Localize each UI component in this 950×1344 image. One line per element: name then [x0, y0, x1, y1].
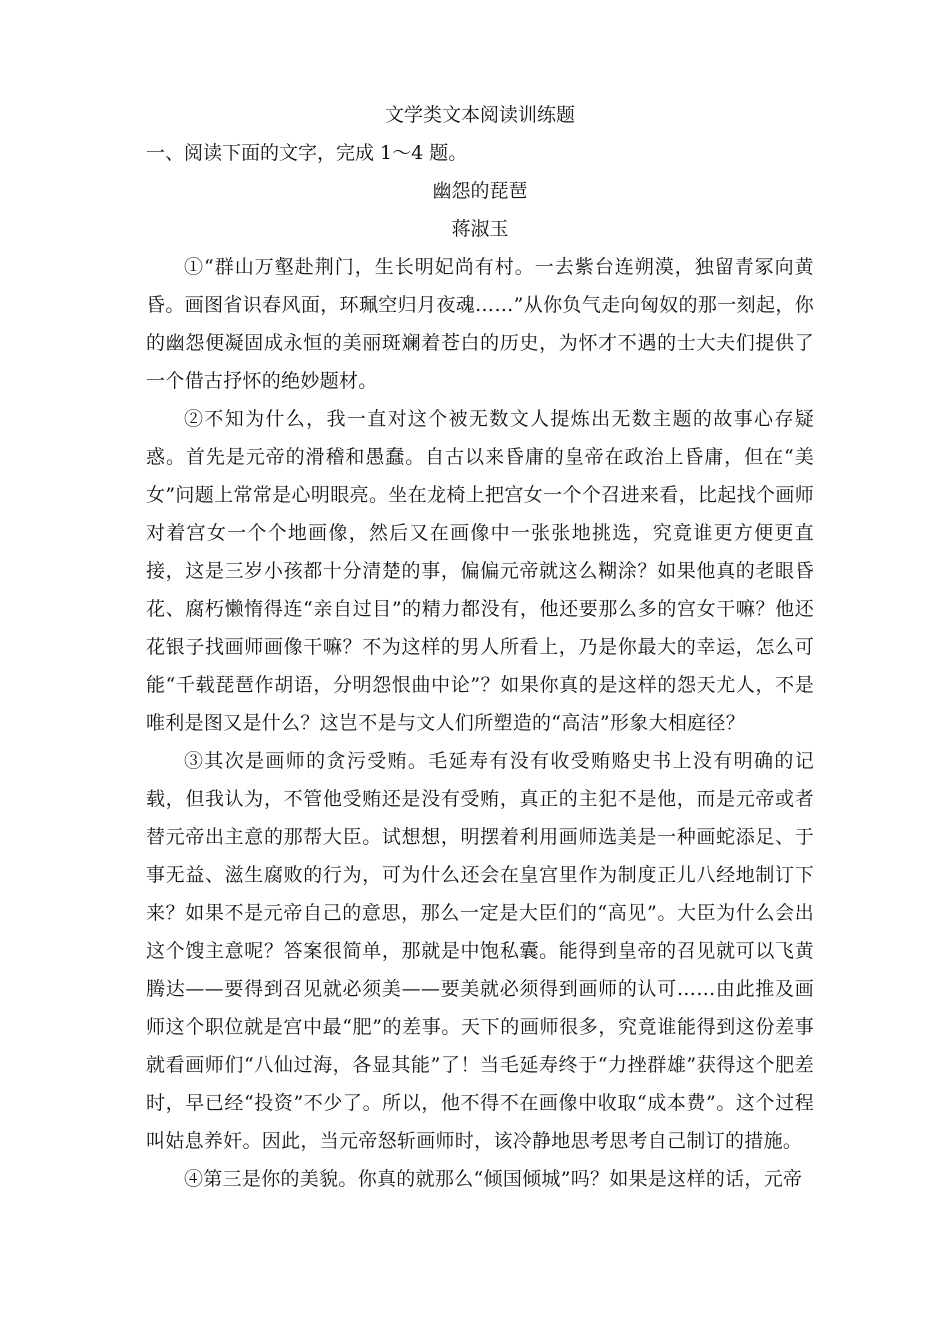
reading-instruction: 一、阅读下面的文字，完成 1～4 题。 — [146, 142, 468, 164]
document-title: 文学类文本阅读训练题 — [384, 104, 575, 126]
paragraph-3: ③其次是画师的贪污受贿。毛延寿有没有收受贿赂史书上没有明确的记载，但我认为，不管他受贿还是没有受贿，真正的主犯不是他，而是元帝或者替元帝出主意的那帮大臣。试想想，明摆着利用画师选美是一种画蛇添足、于事无益、滋生腐败的行为，可为什么还会在皇宫里作为制度正儿八经地制订下来？如果不是元帝自己的意思，那么一定是大臣们的“高见”。大臣为什么会出这个馊主意呢？答案很简单，那就是中饱私囊。能得到皇帝的召见就可以飞黄腾达——要得到召见就必须美——要美就必须得到画师的认可……由此推及画师这个职位就是宫中最“肥”的差事。天下的画师很多，究竟谁能得到这份差事就看画师们“八仙过海，各显其能”了！当毛延寿终于“力挫群雄”获得这个肥差时，早已经“投资”不少了。所以，他不得不在画像中收取“成本费”。这个过程叫姑息养奸。因此，当元帝怒斩画师时，该冷静地思考思考自己制订的措施。 — [146, 750, 814, 1152]
article-author: 蒋淑玉 — [451, 218, 509, 240]
paragraph-4: ④第三是你的美貌。你真的就那么“倾国倾城”吗？如果是这样的话，元帝 — [184, 1168, 803, 1190]
paragraph-1: ①“群山万壑赴荆门，生长明妃尚有村。一去紫台连朔漠，独留青冢向黄昏。画图省识春风面，环珮空归月夜魂……”从你负气走向匈奴的那一刻起，你的幽怨便凝固成永恒的美丽斑斓着苍白的历史，为怀才不遇的士大夫们提供了一个借古抒怀的绝妙题材。 — [146, 256, 814, 392]
document-page — [146, 96, 814, 1198]
article-title: 幽怨的琵琶 — [432, 180, 528, 202]
paragraph-2: ②不知为什么，我一直对这个被无数文人提炼出无数主题的故事心存疑惑。首先是元帝的滑稽和愚蠢。自古以来昏庸的皇帝在政治上昏庸，但在“美女”问题上常常是心明眼亮。坐在龙椅上把宫女一个个召进来看，比起找个画师对着宫女一个个地画像，然后又在画像中一张张地挑选，究竟谁更方便更直接，这是三岁小孩都十分清楚的事，偏偏元帝就这么糊涂？如果他真的老眼昏花、腐朽懒惰得连“亲自过目”的精力都没有，他还要那么多的宫女干嘛？他还花银子找画师画像干嘛？不为这样的男人所看上，乃是你最大的幸运，怎么可能“千载琵琶作胡语，分明怨恨曲中论”？如果你真的是这样的怨天尤人，不是唯利是图又是什么？这岂不是与文人们所塑造的“高洁”形象大相庭径？ — [146, 408, 814, 734]
